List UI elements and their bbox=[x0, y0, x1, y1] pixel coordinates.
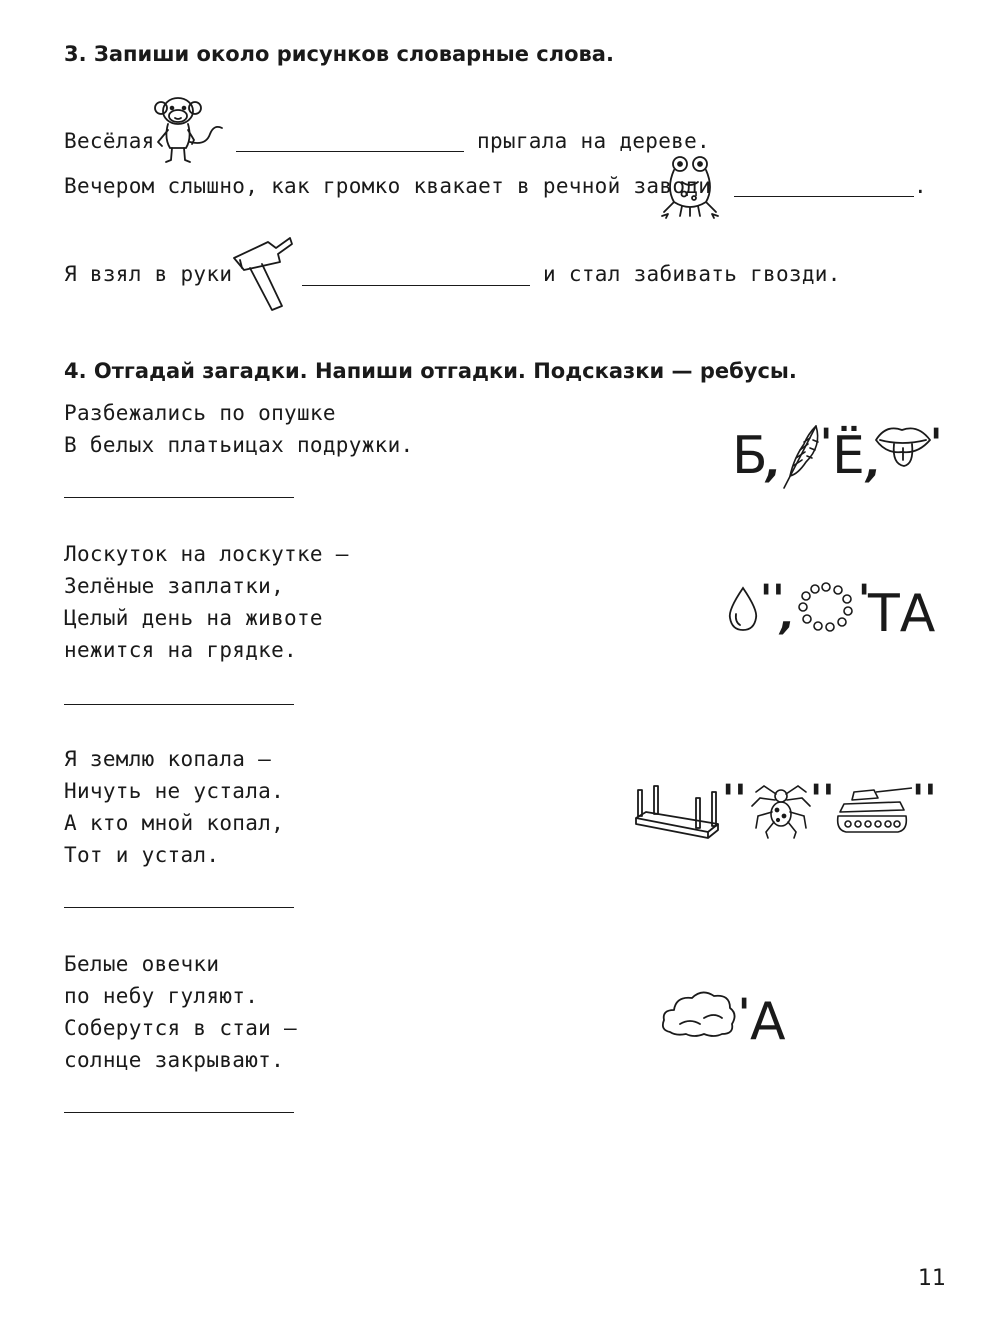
rebus-4-letter-a: А bbox=[750, 992, 786, 1052]
sentence-3-end: и стал забивать гвозди. bbox=[543, 262, 841, 286]
sentence-3-start: Я взял в руки bbox=[64, 262, 233, 286]
answer-line-riddle-3[interactable] bbox=[64, 907, 294, 908]
spider-icon bbox=[750, 782, 812, 840]
upturned-table-icon bbox=[632, 784, 722, 842]
answer-line-frog[interactable] bbox=[734, 196, 914, 197]
rebus-1-apostrophe: ' bbox=[820, 421, 833, 467]
riddle-3-line-1: Я землю копала — bbox=[64, 747, 272, 771]
task-3-number: 3. bbox=[64, 42, 87, 66]
task-3-title: Запиши около рисунков словарные слова. bbox=[93, 42, 614, 66]
task-4-number: 4. bbox=[64, 359, 87, 383]
page-number: 11 bbox=[918, 1266, 946, 1291]
rebus-2-letters-ta: ТА bbox=[868, 584, 936, 644]
rebus-2-quotes: '' bbox=[760, 577, 785, 623]
riddle-2-line-1: Лоскуток на лоскутке — bbox=[64, 542, 349, 566]
task-3-heading bbox=[64, 44, 614, 65]
rebus-1-comma-2: , bbox=[866, 441, 882, 487]
rebus-3-quotes-1: '' bbox=[722, 777, 747, 823]
riddle-4-line-3: Соберутся в стаи — bbox=[64, 1016, 297, 1040]
answer-line-riddle-2[interactable] bbox=[64, 704, 294, 705]
answer-line-riddle-1[interactable] bbox=[64, 497, 294, 498]
beads-icon bbox=[798, 582, 854, 632]
riddle-3-line-4: Тот и устал. bbox=[64, 843, 220, 867]
monkey-icon bbox=[150, 94, 230, 174]
answer-line-monkey[interactable] bbox=[236, 151, 464, 152]
riddle-4-line-1: Белые овечки bbox=[64, 952, 220, 976]
feather-icon bbox=[780, 422, 822, 492]
drop-icon bbox=[726, 586, 760, 632]
rebus-4-apostrophe: ' bbox=[738, 991, 751, 1037]
task-4-title: Отгадай загадки. Напиши отгадки. Подсказки — ребусы. bbox=[93, 359, 797, 383]
rebus-3-quotes-3: '' bbox=[912, 777, 937, 823]
riddle-3-line-3: А кто мной копал, bbox=[64, 811, 285, 835]
riddle-2-line-4: нежится на грядке. bbox=[64, 638, 297, 662]
cloud-icon bbox=[660, 988, 738, 1040]
riddle-2-line-2: Зелёные заплатки, bbox=[64, 574, 285, 598]
sentence-1-start: Весёлая bbox=[64, 129, 155, 153]
answer-line-riddle-4[interactable] bbox=[64, 1112, 294, 1113]
riddle-1-line-2: В белых платьицах подружки. bbox=[64, 433, 414, 457]
rebus-1-letter-yo: Ё bbox=[832, 426, 865, 486]
rebus-1-letter-b: Б bbox=[732, 426, 768, 486]
lips-tongue-icon bbox=[872, 420, 934, 470]
task-4-heading bbox=[64, 361, 797, 382]
riddle-1-line-1: Разбежались по опушке bbox=[64, 401, 336, 425]
sentence-2-start: Вечером слышно, как громко квакает в речной заводи bbox=[64, 174, 712, 198]
sentence-1-end: прыгала на дереве. bbox=[477, 129, 710, 153]
riddle-2-line-3: Целый день на животе bbox=[64, 606, 323, 630]
frog-icon bbox=[660, 154, 722, 220]
riddle-4-line-4: солнце закрывают. bbox=[64, 1048, 285, 1072]
answer-line-hammer[interactable] bbox=[302, 285, 530, 286]
rebus-1-comma: , bbox=[766, 441, 782, 487]
sentence-2-end: . bbox=[914, 174, 927, 198]
rebus-1-apostrophe-2: ' bbox=[930, 421, 943, 467]
rebus-2-comma: , bbox=[780, 593, 796, 639]
riddle-4-line-2: по небу гуляют. bbox=[64, 984, 259, 1008]
rebus-3-quotes-2: '' bbox=[810, 777, 835, 823]
tank-icon bbox=[834, 782, 914, 838]
riddle-3-line-2: Ничуть не устала. bbox=[64, 779, 285, 803]
hammer-icon bbox=[228, 234, 298, 314]
rebus-2-apostrophe: ' bbox=[858, 577, 871, 623]
